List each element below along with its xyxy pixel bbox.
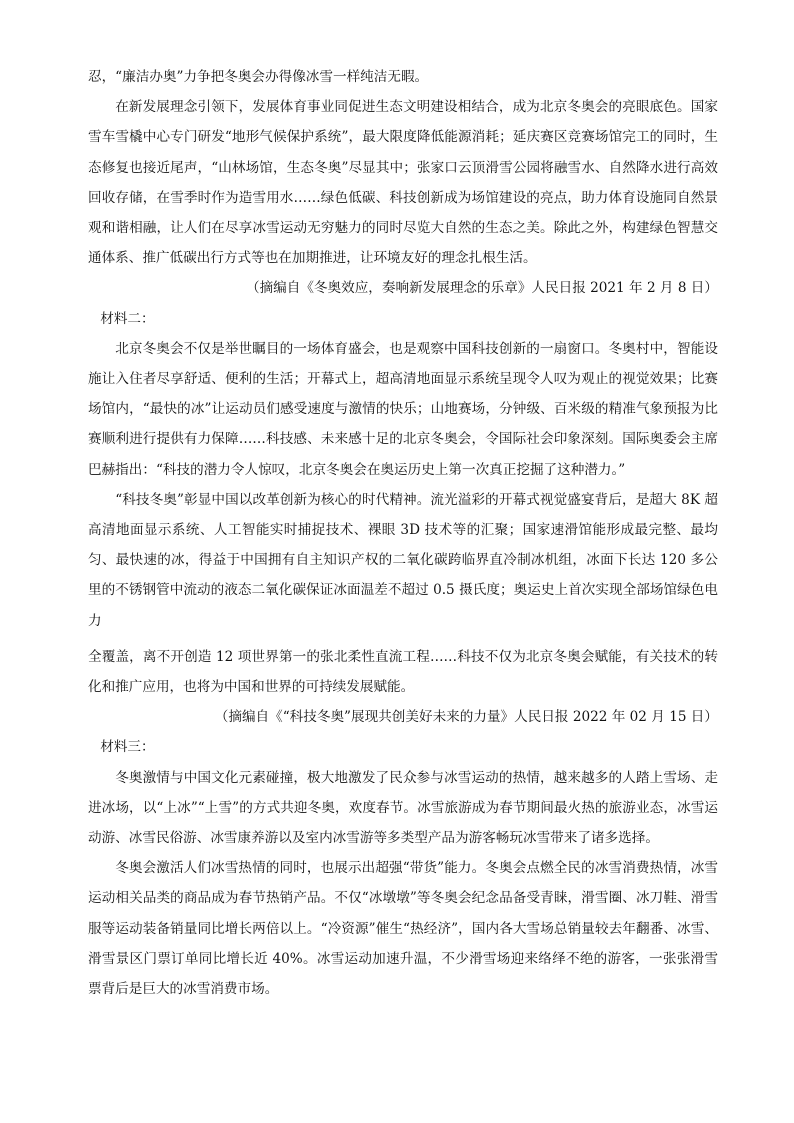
paragraph-green-development: 在新发展理念引领下，发展体育事业同促进生态文明建设相结合，成为北京冬奥会的亮眼底色。国家雪车雪橇中心专门研发“地形气候保护系统”，最大限度降低能源消耗；延庆赛区竞赛场馆完工的同时，生态修复也接近尾声，“山林场馆，生态冬奥”尽显其中；张家口云顶滑雪公园将融雪水、自然降水进行高效回收存储，在雪季时作为造雪用水……绿色低碳、科技创新成为场馆建设的亮点，助力体育设施同自然景观和谐相融，让人们在尽享冰雪运动无穷魅力的同时尽览大自然的生态之美。除此之外，构建绿色智慧交通体系、推广低碳出行方式等也在加期推进，让环境友好的理念扎根生活。 <box>88 99 718 267</box>
paragraph-clean-games: 忍，“廉洁办奥”力争把冬奥会办得像冰雪一样纯洁无暇。 <box>88 69 429 85</box>
source-citation-2: （摘编自《“科技冬奥”展现共创美好未来的力量》人民日报 2022 年 02 月 15 日） <box>214 709 718 726</box>
paragraph-tech-window: 北京冬奥会不仅是举世瞩目的一场体育盛会，也是观察中国科技创新的一扇窗口。冬奥村中，智能设施让入住者尽享舒适、便利的生活；开幕式上，超高清地面显示系统呈现令人叹为观止的视觉效果；比赛场馆内，“最快的冰”让运动员们感受速度与激情的快乐；山地赛场，分钟级、百米级的精准气象预报为比赛顺利进行提供有力保障……科技感、未来感十足的北京冬奥会，令国际社会印象深刻。国际奥委会主席巴赫指出：“科技的潜力令人惊叹，北京冬奥会在奥运历史上第一次真正挖掘了这种潜力。” <box>88 340 718 478</box>
material-3-label: 材料三： <box>100 739 155 756</box>
paragraph-culture-passion: 冬奥激情与中国文化元素碰撞，极大地激发了民众参与冰雪运动的热情，越来越多的人踏上雪场、走进冰场，以“上冰”“上雪”的方式共迎冬奥，欢度春节。冰雪旅游成为春节期间最火热的旅游业态，冰雪运动游、冰雪民俗游、冰雪康养游以及室内冰雪游等多类型产品为游客畅玩冰雪带来了诸多选择。 <box>88 769 718 847</box>
document-page <box>88 62 718 1004</box>
material-2-label: 材料二： <box>100 310 155 327</box>
paragraph-consumption: 冬奥会激活人们冰雪热情的同时，也展示出超强“带货”能力。冬奥会点燃全民的冰雪消费热情，冰雪运动相关品类的商品成为春节热销产品。不仅“冰墩墩”等冬奥会纪念品备受青睐，滑雪圈、冰刀鞋、滑雪服等运动装备销量同比增长两倍以上。“冷资源”催生“热经济”，国内各大雪场总销量较去年翻番、冰雪、滑雪景区门票订单同比增长近 40%。冰雪运动加速升温，不少滑雪场迎来络绎不绝的游客，一张张滑雪票背后是巨大的冰雪消费市场。 <box>88 860 718 998</box>
paragraph-tech-spirit: “科技冬奥”彰显中国以改革创新为核心的时代精神。流光溢彩的开幕式视觉盛宴背后，是超大 8K 超高清地面显示系统、人工智能实时捕捉技术、裸眼 3D 技术等的汇聚；国家速滑馆能形成最完整、最均匀、最快速的冰，得益于中国拥有自主知识产权的二氧化碳跨临界直冷制冰机组，冰面下长达 120 多公里的不锈钢管中流动的液态二氧化碳保证冰面温差不超过 0.5 摄氏度；奥运史上首次实现全部场馆绿色电力 <box>88 491 718 629</box>
source-citation-1: （摘编自《冬奥效应，奏响新发展理念的乐章》人民日报 2021 年 2 月 8 日） <box>245 280 718 297</box>
paragraph-tech-spirit-cont: 全覆盖，离不开创造 12 项世界第一的张北柔性直流工程……科技不仅为北京冬奥会赋能，有关技术的转化和推广应用，也将为中国和世界的可持续发展赋能。 <box>88 648 718 696</box>
